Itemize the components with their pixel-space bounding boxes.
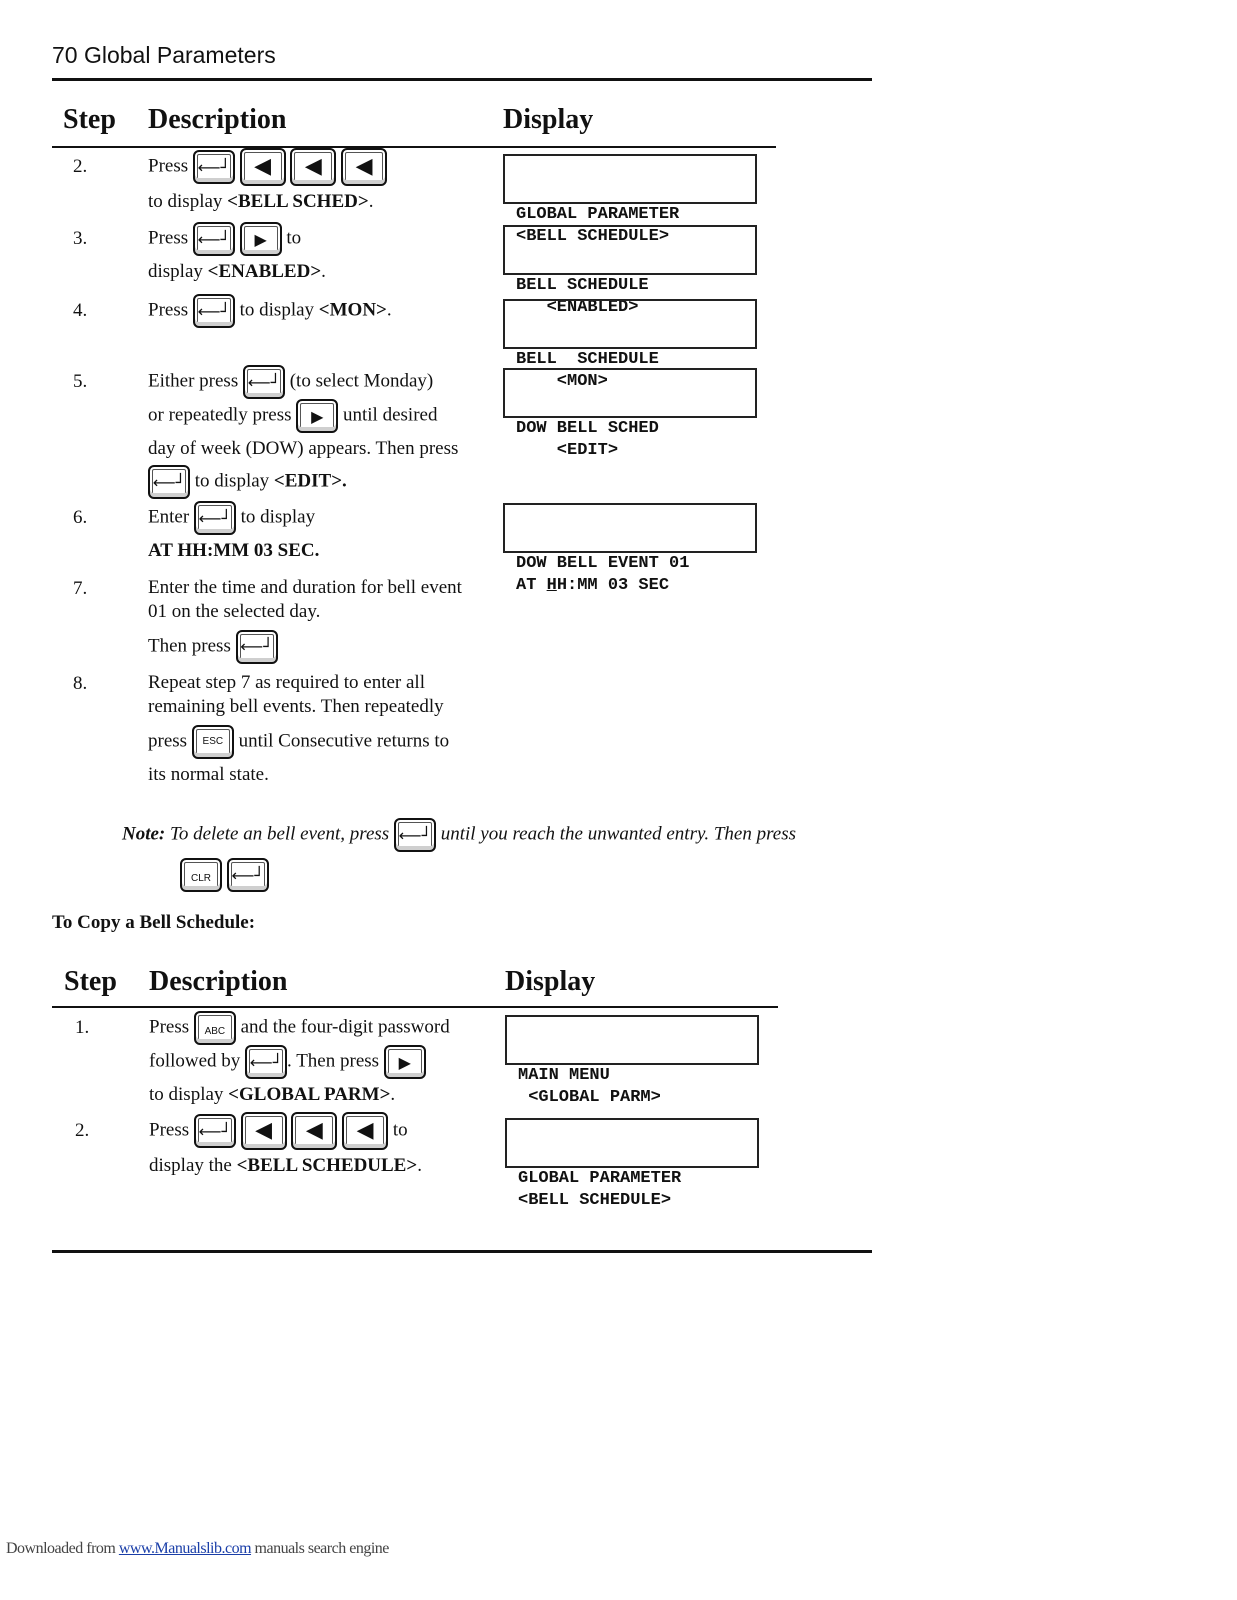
enter-key-icon: ⟵┘ bbox=[243, 365, 285, 399]
lcd-display: GLOBAL PARAMETER <BELL SCHEDULE> bbox=[503, 154, 757, 204]
step-description: Press ⟵┘ to display <MON>. bbox=[148, 294, 392, 328]
lcd-display: BELL SCHEDULE <MON> bbox=[503, 299, 757, 349]
step-column-header: Step bbox=[64, 966, 117, 997]
enter-key-icon: ⟵┘ bbox=[148, 465, 190, 499]
step-number: 1. bbox=[75, 1017, 90, 1038]
step-description: Press ⟵┘ ▶ to display <ENABLED>. bbox=[148, 222, 326, 288]
lcd-display: DOW BELL SCHED <EDIT> bbox=[503, 368, 757, 418]
enter-key-icon: ⟵┘ bbox=[394, 818, 436, 852]
enter-key-icon: ⟵┘ bbox=[245, 1045, 287, 1079]
lcd-display: GLOBAL PARAMETER <BELL SCHEDULE> bbox=[505, 1118, 759, 1168]
step-description: Press ⟵┘ ◀ ◀ ◀ to display <BELL SCHED>. bbox=[148, 148, 387, 218]
enter-key-icon: ⟵┘ bbox=[193, 222, 235, 256]
enter-key-icon: ⟵┘ bbox=[193, 294, 235, 328]
right-arrow-key-icon: ▶ bbox=[240, 222, 282, 256]
abc-key-icon: ABC bbox=[194, 1011, 236, 1045]
step-description: Enter the time and duration for bell event 01 on the selected day. Then press ⟵┘ bbox=[148, 576, 462, 664]
step-number: 4. bbox=[73, 300, 88, 321]
section-heading: To Copy a Bell Schedule: bbox=[52, 912, 256, 933]
esc-key-icon: ESC bbox=[192, 725, 234, 759]
lcd-display: DOW BELL EVENT 01 AT HH:MM 03 SEC bbox=[503, 503, 757, 553]
manualslib-link[interactable]: www.Manualslib.com bbox=[118, 1540, 252, 1557]
step-description: Either press ⟵┘ (to select Monday) or repeatedly press ▶ until desired day of week (DOW) appears. Then press ⟵┘ to display <EDIT>. bbox=[148, 365, 458, 499]
left-arrow-key-icon: ◀ bbox=[291, 1112, 337, 1150]
step-column-header: Step bbox=[63, 104, 116, 135]
table-header-rule bbox=[52, 1006, 778, 1008]
left-arrow-key-icon: ◀ bbox=[290, 148, 336, 186]
clr-key-icon: CLR bbox=[180, 858, 222, 892]
step-description: Press ABC and the four-digit password followed by ⟵┘ . Then press ▶ to display <GLOBAL PARM>. bbox=[149, 1011, 450, 1111]
step-description: Repeat step 7 as required to enter all remaining bell events. Then repeatedly press ESC until Consecutive returns to its normal state. bbox=[148, 672, 450, 785]
step-number: 2. bbox=[75, 1120, 90, 1141]
top-rule bbox=[52, 78, 872, 81]
footer: Downloaded from www.Manualslib.com manuals search engine bbox=[6, 1540, 389, 1557]
enter-key-icon: ⟵┘ bbox=[194, 501, 236, 535]
step-number: 2. bbox=[73, 156, 88, 177]
step-description: Enter ⟵┘ to display AT HH:MM 03 SEC. bbox=[148, 501, 319, 567]
step-number: 8. bbox=[73, 673, 88, 694]
step-number: 7. bbox=[73, 578, 88, 599]
right-arrow-key-icon: ▶ bbox=[384, 1045, 426, 1079]
description-column-header: Description bbox=[148, 104, 287, 135]
lcd-display: BELL SCHEDULE <ENABLED> bbox=[503, 225, 757, 275]
right-arrow-key-icon: ▶ bbox=[296, 399, 338, 433]
step-description: Press ⟵┘ ◀ ◀ ◀ to display the <BELL SCHEDULE>. bbox=[149, 1112, 422, 1182]
step-number: 6. bbox=[73, 507, 88, 528]
step-number: 3. bbox=[73, 228, 88, 249]
enter-key-icon: ⟵┘ bbox=[193, 150, 235, 184]
left-arrow-key-icon: ◀ bbox=[241, 1112, 287, 1150]
note: Note: To delete an bell event, press ⟵┘ until you reach the unwanted entry. Then press CLR ⟵┘ bbox=[122, 818, 882, 892]
enter-key-icon: ⟵┘ bbox=[236, 630, 278, 664]
display-column-header: Display bbox=[505, 966, 596, 997]
left-arrow-key-icon: ◀ bbox=[240, 148, 286, 186]
enter-key-icon: ⟵┘ bbox=[194, 1114, 236, 1148]
bottom-rule bbox=[52, 1250, 872, 1253]
description-column-header: Description bbox=[149, 966, 288, 997]
left-arrow-key-icon: ◀ bbox=[342, 1112, 388, 1150]
left-arrow-key-icon: ◀ bbox=[341, 148, 387, 186]
display-column-header: Display bbox=[503, 104, 594, 135]
page-header: 70 Global Parameters bbox=[52, 42, 276, 68]
lcd-display: MAIN MENU <GLOBAL PARM> bbox=[505, 1015, 759, 1065]
step-number: 5. bbox=[73, 371, 88, 392]
enter-key-icon: ⟵┘ bbox=[227, 858, 269, 892]
